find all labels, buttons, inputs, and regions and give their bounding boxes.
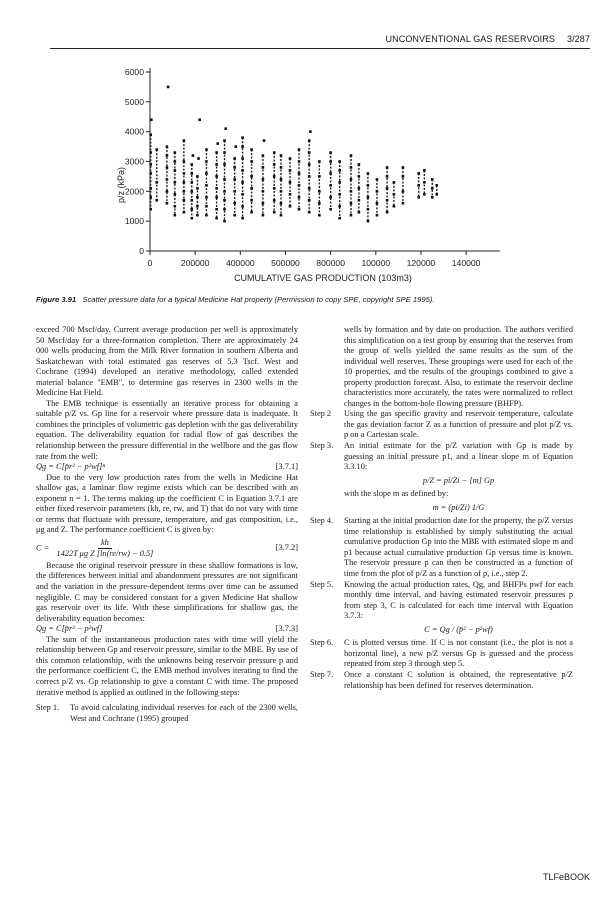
data-point [386, 175, 389, 178]
equation-c [310, 625, 573, 636]
data-point [190, 199, 193, 202]
data-point [215, 217, 218, 220]
data-point [190, 181, 193, 184]
data-point [393, 205, 396, 208]
data-point [329, 172, 332, 175]
data-point [192, 154, 195, 157]
data-point [318, 202, 321, 205]
figure-caption [36, 295, 576, 304]
left-column [36, 325, 298, 724]
data-point [241, 205, 244, 208]
data-point [235, 145, 238, 148]
x-tick-label: 100000 [361, 258, 391, 268]
x-tick-label: 400000 [225, 258, 255, 268]
data-point [309, 130, 312, 133]
data-point [358, 211, 361, 214]
right-column [310, 325, 573, 691]
equation-body: p/Z = pi/Zi − [m] Gp [422, 475, 495, 485]
data-point [190, 190, 193, 193]
data-point [350, 154, 353, 157]
data-point [262, 202, 265, 205]
data-point [402, 190, 405, 193]
data-point [174, 169, 177, 172]
equation-body: m = (pi/Zi) 1/G [432, 502, 485, 512]
data-point [402, 175, 405, 178]
data-point [289, 205, 292, 208]
data-point [241, 217, 244, 220]
y-tick-label: 1000 [124, 216, 144, 227]
data-point [273, 211, 276, 214]
data-point [166, 190, 169, 193]
data-point [308, 175, 311, 178]
step-label: Step 2 [310, 409, 332, 419]
data-point [308, 139, 311, 142]
data-point [338, 205, 341, 208]
data-point [318, 214, 321, 217]
data-point [367, 196, 370, 199]
x-tick-label: 0 [147, 258, 153, 268]
data-point [262, 214, 265, 217]
x-tick-label: 200000 [180, 258, 210, 268]
y-tick-label: 0 [139, 246, 144, 256]
data-point [308, 199, 311, 202]
data-point [423, 181, 426, 184]
step-6 [310, 638, 573, 670]
data-point [329, 196, 332, 199]
data-point [423, 169, 426, 172]
fraction-denominator: 1422T μg Z [ln(re/rw) − 0.5] [56, 548, 154, 558]
data-point [174, 181, 177, 184]
data-points [149, 86, 438, 223]
data-point [350, 166, 353, 169]
step-text: C is plotted versus time. If C is not constant (i.e., the plot is not a horizontal line), a new p/Z versus Gp is guessed and the process repeated from step 3 through step 5. [344, 638, 573, 669]
data-point [155, 181, 158, 184]
data-point [223, 139, 226, 142]
data-point [215, 175, 218, 178]
data-point [196, 187, 199, 190]
data-point [308, 211, 311, 214]
data-point [393, 193, 396, 196]
equation-body: Qg = C[p̄r² − p²wf]ⁿ [36, 462, 105, 472]
data-point [318, 190, 321, 193]
data-point [289, 181, 292, 184]
data-point [215, 208, 218, 211]
equation-lhs: C = [36, 543, 50, 553]
page-number: 3/287 [566, 34, 590, 44]
data-point [262, 190, 265, 193]
data-point [338, 217, 341, 220]
data-point [308, 187, 311, 190]
data-point [358, 163, 361, 166]
data-point [174, 205, 177, 208]
data-point [273, 199, 276, 202]
data-point [358, 199, 361, 202]
step-text: Knowing the actual production rates, Qg, and BHFPs pwf for each monthly time interval, and having estimated reservoir pressures p from step 3, C is calculated for each time interval with Equation 3.7.3: [344, 579, 573, 621]
data-point [215, 163, 218, 166]
data-point [150, 118, 153, 121]
x-tick-label: 120000 [406, 258, 436, 268]
step-text: Once a constant C solution is obtained, the representative p/Z relationship has been defined for reserves determination. [344, 669, 573, 690]
x-axis-label: CUMULATIVE GAS PRODUCTION (103m3) [234, 273, 412, 283]
data-point [386, 187, 389, 190]
data-point [166, 178, 169, 181]
data-point [280, 178, 283, 181]
data-point [190, 208, 193, 211]
paragraph: Due to the very low production rates from the wells in Medicine Hat shallow gas, a laminar flow regime exists which can be described with an exponent n = 1. The terms making up the coefficient C in Equation 3.7.1 are either fixed reservoir parameters (kh, re, rw, and T) that do not vary with time or terms that fluctuate with pressure, temperature, and gas composition, i.e., μg and Z. The performance coefficient C is given by: [36, 472, 298, 535]
data-point [233, 178, 236, 181]
data-point [262, 154, 265, 157]
paragraph: The sum of the instantaneous production rates with time will yield the relationship between Gp and reservoir pressure, similar to the MBE. By use of this common relationship, with the unknowns being reservoir pressure p and the performance coefficient C, the EMB method involves iterating to find the correct p/Z vs. Gp relationship to give a constant C with time. The proposed iterative method is applied as outlined in the following steps: [36, 634, 298, 697]
step-text: To avoid calculating individual reserves for each of the 2300 wells, West and Cochrane (1995) grouped [70, 703, 298, 723]
data-point [435, 184, 438, 187]
step-2 [310, 409, 573, 441]
data-point [263, 139, 266, 142]
step-5 [310, 580, 573, 622]
data-point [223, 163, 226, 166]
data-point [280, 214, 283, 217]
data-point [174, 214, 177, 217]
data-point [205, 184, 208, 187]
data-point [417, 184, 420, 187]
data-point [215, 187, 218, 190]
data-point [376, 214, 379, 217]
x-tick-label: 800000 [316, 258, 345, 268]
data-point [376, 178, 379, 181]
data-point [250, 148, 253, 151]
y-tick-label: 5000 [124, 96, 144, 107]
data-point [183, 181, 186, 184]
data-point [273, 151, 276, 154]
x-tick-label: 500000 [271, 258, 300, 268]
data-point [205, 172, 208, 175]
data-point [233, 157, 236, 160]
data-point [289, 193, 292, 196]
step-7 [310, 670, 573, 691]
equation-number: [3.7.1] [275, 462, 298, 472]
data-point [367, 208, 370, 211]
data-point [298, 160, 301, 163]
paragraph: The EMB technique is essentially an iterative process for obtaining a suitable p/Z vs. Gp line for a reservoir where pressure data is inadequate. It combines the principles of volumetric gas depletion with the gas deliverability equation. The deliverability equation for radial flow of gas describes the relationship between the pressure differential in the wellbore and the gas flow rate from the well: [36, 398, 298, 461]
data-point [350, 178, 353, 181]
data-point [367, 172, 370, 175]
data-point [250, 187, 253, 190]
data-point [298, 148, 301, 151]
equation-number: [3.7.3] [275, 624, 298, 634]
data-point [273, 187, 276, 190]
data-point [318, 175, 321, 178]
data-point [223, 178, 226, 181]
paragraph: Because the original reservoir pressure in these shallow formations is low, the differences between initial and abandonment pressures are not significant and the variation in the pressure-dependent terms over time can be assumed negligible. C may be considered constant for a given Medicine Hat shallow gas reservoir over its life. With these simplifications for shallow gas, the deliverability equation becomes: [36, 560, 298, 623]
step-label: Step 5. [310, 579, 334, 589]
data-point [174, 151, 177, 154]
step-3 [310, 441, 573, 473]
data-point [376, 202, 379, 205]
data-point [174, 193, 177, 196]
data-point [215, 196, 218, 199]
data-point [273, 163, 276, 166]
data-point [386, 211, 389, 214]
data-point [338, 160, 341, 163]
data-point [280, 154, 283, 157]
data-point [183, 199, 186, 202]
data-point [190, 163, 193, 166]
paragraph: with the slope m as defined by: [344, 489, 449, 499]
data-point [298, 196, 301, 199]
data-point [149, 172, 152, 175]
data-point [223, 190, 226, 193]
equation-slope [310, 503, 573, 514]
data-point [289, 169, 292, 172]
data-point [280, 202, 283, 205]
data-point [205, 148, 208, 151]
y-tick-label: 6000 [124, 67, 144, 77]
data-point [417, 172, 420, 175]
data-point [215, 151, 218, 154]
data-point [223, 199, 226, 202]
data-point [431, 178, 434, 181]
footer-mark: TLFeBOOK [542, 872, 590, 882]
data-point [367, 184, 370, 187]
running-header [50, 34, 590, 49]
step-label: Step 3. [310, 441, 334, 451]
running-title: UNCONVENTIONAL GAS RESERVOIRS [385, 34, 555, 44]
equation-fraction [53, 538, 156, 559]
data-point [149, 151, 152, 154]
data-point [329, 184, 332, 187]
data-point [350, 214, 353, 217]
x-tick-labels [148, 258, 481, 268]
data-point [174, 160, 177, 163]
data-point [431, 187, 434, 190]
equation-3-7-3 [36, 624, 298, 635]
paragraph: wells by formation and by date on production. The authors verified this simplification on a test group by ensuring that the reserves from the group of wells yielded the same results as the sum of the individual well reserves. These groupings were used for each of the 10 properties, and the results of the groupings combined to give a property production forecast. Also, to estimate the reservoir decline characteristics more accurately, the rates were normalized to reflect changes in the bottom-hole flowing pressure (BHFP). [344, 325, 573, 408]
data-point [298, 208, 301, 211]
data-point [338, 181, 341, 184]
data-point [149, 208, 152, 211]
data-point [205, 214, 208, 217]
data-point [280, 166, 283, 169]
y-axis-label: p/z (kPa) [116, 166, 126, 204]
data-point [329, 208, 332, 211]
equation-3-3-10 [310, 476, 573, 487]
figure-caption-text: Scatter pressure data for a typical Medicine Hat property (Permission to copy SPE, copyright SPE 1995). [82, 295, 435, 304]
y-tick-label: 3000 [124, 156, 144, 167]
data-point [241, 145, 244, 148]
step-label: Step 4. [310, 516, 334, 526]
data-point [197, 157, 200, 160]
equation-body: Qg = C[p̄r² − p²wf] [36, 624, 103, 634]
step-4 [310, 516, 573, 579]
data-point [233, 202, 236, 205]
data-point [155, 148, 158, 151]
data-point [435, 193, 438, 196]
y-tick-label: 4000 [124, 126, 144, 137]
equation-3-7-1 [36, 462, 298, 473]
data-point [262, 166, 265, 169]
data-point [250, 199, 253, 202]
data-point [367, 220, 370, 223]
data-point [167, 86, 170, 89]
scatter-chart [0, 58, 604, 290]
data-point [196, 196, 199, 199]
data-point [166, 202, 169, 205]
data-point [250, 211, 253, 214]
data-point [224, 127, 227, 130]
data-point [417, 196, 420, 199]
chart-axes [146, 68, 500, 255]
equation-number: [3.7.2] [275, 543, 298, 553]
data-point [183, 172, 186, 175]
data-point [149, 187, 152, 190]
data-point [205, 160, 208, 163]
data-point [338, 169, 341, 172]
data-point [205, 196, 208, 199]
data-point [223, 151, 226, 154]
data-point [241, 193, 244, 196]
data-point [318, 160, 321, 163]
figure-label: Figure 3.91 [36, 295, 77, 304]
data-point [402, 202, 405, 205]
equation-body: C = Qg / (p̄² − p²wf) [424, 624, 493, 634]
step-text: Using the gas specific gravity and reservoir temperature, calculate the gas deviation factor Z as a function of pressure and plot p/Z vs. p on a Cartesian scale. [344, 409, 573, 440]
data-point [205, 205, 208, 208]
data-point [149, 196, 152, 199]
step-text: An initial estimate for the p/Z variation with Gp is made by guessing an initial pressure p1, and a linear slope m of Equation 3.3.10: [344, 441, 573, 472]
data-point [298, 184, 301, 187]
data-point [250, 160, 253, 163]
data-point [149, 133, 152, 136]
data-point [329, 151, 332, 154]
data-point [241, 157, 244, 160]
data-point [233, 190, 236, 193]
data-point [223, 220, 226, 223]
data-point [308, 151, 311, 154]
step-label: Step 7. [310, 669, 334, 679]
data-point [393, 181, 396, 184]
data-point [196, 214, 199, 217]
data-point [196, 175, 199, 178]
step-label: Step 1. [36, 703, 60, 713]
data-point [166, 154, 169, 157]
data-point [358, 175, 361, 178]
step-text: Starting at the initial production date for the property, the p/Z versus time relationship is established by simply substituting the actual cumulative production Gp into the MBE with estimated slope m and p1 because actual cumulative production Gp versus time is known. The reservoir pressure p can then be constructed as a function of time from the plot of p/Z as a function of p, i.e., step 2. [344, 516, 573, 579]
data-point [233, 166, 236, 169]
data-point [196, 205, 199, 208]
data-point [241, 169, 244, 172]
data-point [190, 172, 193, 175]
step-label: Step 6. [310, 638, 334, 648]
data-point [241, 136, 244, 139]
data-point [431, 196, 434, 199]
data-point [155, 199, 158, 202]
paragraph: exceed 700 Mscf/day. Current average production per well is approximately 50 Mscf/day for a three-formation completion. There are approximately 24 000 wells producing from the Milk River formation in southern Alberta and Saskatchewan with total estimated gas reserves of 5.3 Tscf. West and Cochrane (1994) developed an iterative methodology, called extended material balance "EMB", to determine gas reserves in 2300 wells in the Medicine Hat Field. [36, 325, 298, 398]
data-point [280, 190, 283, 193]
data-point [402, 166, 405, 169]
data-point [166, 166, 169, 169]
x-tick-label: 140000 [451, 258, 481, 268]
fraction-numerator: kh [98, 538, 112, 549]
data-point [233, 214, 236, 217]
data-point [241, 181, 244, 184]
data-point [250, 175, 253, 178]
data-point [273, 175, 276, 178]
data-point [386, 166, 389, 169]
y-tick-labels [125, 67, 144, 256]
data-point [216, 142, 219, 145]
data-point [183, 211, 186, 214]
data-point [262, 178, 265, 181]
data-point [350, 202, 353, 205]
data-point [198, 118, 201, 121]
data-point [183, 139, 186, 142]
data-point [329, 160, 332, 163]
step-1 [36, 703, 298, 724]
data-point [223, 208, 226, 211]
data-point [386, 199, 389, 202]
data-point [166, 145, 169, 148]
data-point [350, 190, 353, 193]
data-point [358, 187, 361, 190]
equation-3-7-2 [36, 538, 298, 559]
data-point [183, 190, 186, 193]
y-tick-label: 2000 [124, 186, 144, 197]
data-point [338, 193, 341, 196]
data-point [190, 217, 193, 220]
data-point [423, 193, 426, 196]
data-point [149, 163, 152, 166]
data-point [289, 157, 292, 160]
data-point [308, 163, 311, 166]
data-point [376, 190, 379, 193]
data-point [298, 172, 301, 175]
data-point [183, 160, 186, 163]
